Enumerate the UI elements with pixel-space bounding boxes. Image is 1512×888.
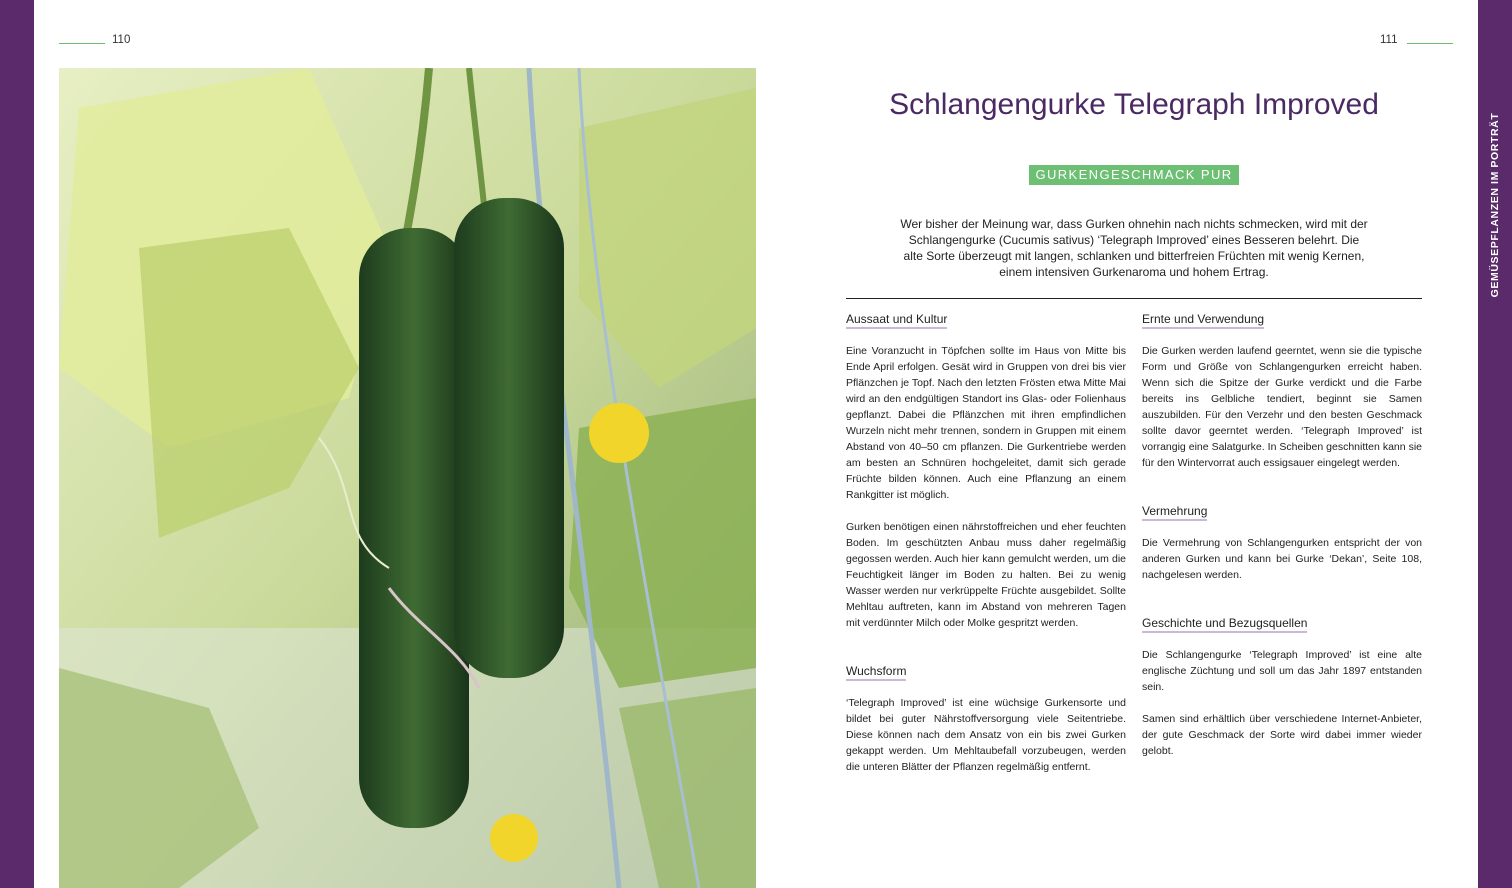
heading-aussaat-text: Aussaat und Kultur: [846, 312, 947, 329]
chapter-side-label: [1478, 80, 1512, 330]
heading-wuchsform: [846, 663, 1126, 679]
page-number-rule-right: [1407, 43, 1453, 44]
paragraph-geschichte-2: Samen sind erhältlich über verschiedene Internet-Anbieter, der gute Geschmack der Sorte wird dabei immer wieder gelobt.: [1142, 713, 1422, 757]
heading-vermehrung-text: Vermehrung: [1142, 504, 1207, 521]
paragraph-aussaat-1: Eine Voranzucht in Töpfchen sollte im Haus von Mitte bis Ende April erfolgen. Gesät wird in Gruppen von drei bis vier Pflänzchen je Topf. Nach den letzten Frösten etwa Mitte Mai wird an den endgültigen Standort ins Glas- oder Folienhaus gepflanzt. Dabei die Pflänzchen mit ihren empfindlichen Wurzeln nicht mehr trennen, sondern in Gruppen mit einem Abstand von 40–50 cm pflanzen. Die Gurkentriebe werden am besten an Schnüren hochgeleitet, damit sich gerade Früchte bilden können. Auch eine Pflanzung an einem Rankgitter ist möglich.: [846, 345, 1126, 501]
paragraph-vermehrung: Die Vermehrung von Schlangengurken entspricht der von anderen Gurken und kann bei Gurke ‘Dekan’, Seite 108, nachgelesen werden.: [1142, 537, 1422, 581]
paragraph-ernte: Die Gurken werden laufend geerntet, wenn sie die typische Form und Größe von Schlangengurken erreicht haben. Wenn sich die Spitze der Gurke verdickt und die Farbe bereits ins Gelbliche tendiert, beginnt sie Samen auszubilden. Für den Verzehr und den besten Geschmack sollte davor geerntet werden. ‘Telegraph Improved’ ist vorrangig eine Salatgurke. In Scheiben geschnitten kann sie für den Wintervorrat auch essigsauer eingelegt werden.: [1142, 345, 1422, 469]
heading-geschichte-text: Geschichte und Bezugsquellen: [1142, 616, 1307, 633]
page-number-left: 110: [112, 34, 131, 46]
intro-paragraph: Wer bisher der Meinung war, dass Gurken ohnehin nach nichts schmecken, wird mit der Schlangengurke (Cucumis sativus) ‘Telegraph Improved’ eines Besseren belehrt. Die alte Sorte überzeugt mit langen, schlanken und bitterfreien Früchten mit wenig Kernen, einem intensiven Gurkenaroma und hohem Ertrag.: [900, 217, 1368, 279]
heading-aussaat: [846, 311, 1126, 327]
paragraph-wuchsform: ‘Telegraph Improved’ ist eine wüchsige Gurkensorte und bildet bei guter Nährstoffversorgung viele Seitentriebe. Diese können nach dem Ansatz von ein bis zwei Gurken gekappt werden. Um Mehltaubefall vorzubeugen, werden die unteren Blätter der Pflanzen regelmäßig entfernt.: [846, 697, 1126, 773]
heading-ernte: [1142, 311, 1422, 327]
left-text-column: [846, 311, 1126, 775]
heading-geschichte: [1142, 615, 1422, 631]
cucumber-photo-illustration: [59, 68, 756, 888]
heading-vermehrung: [1142, 503, 1422, 519]
right-text-column: [1142, 311, 1422, 759]
left-edge-bar: [0, 0, 34, 888]
paragraph-aussaat-2: Gurken benötigen einen nährstoffreichen und eher feuchten Boden. Im geschützten Anbau muss daher regelmäßig gegossen werden. Auch hier kann gemulcht werden, um die Feuchtigkeit länger im Boden zu halten. Bei zu wenig Wasser werden nur verkrüppelte Früchte ausgebildet. Sollte Mehltau auftreten, kann im Abstand von mehreren Tagen mit verdünnter Milch oder Molke gespritzt werden.: [846, 521, 1126, 629]
page-number-rule-left: [59, 43, 105, 44]
cucumber-photo: [59, 68, 756, 888]
article-subtitle: GURKENGESCHMACK PUR: [1029, 165, 1238, 185]
heading-wuchsform-text: Wuchsform: [846, 664, 906, 681]
page-number-right: 111: [1380, 34, 1398, 46]
article-subtitle-wrap: [846, 165, 1422, 185]
chapter-side-label-text: GEMÜSEPFLANZEN IM PORTRÄT: [1489, 112, 1501, 298]
paragraph-geschichte-1: Die Schlangengurke ‘Telegraph Improved’ ist eine alte englische Züchtung und soll um das Jahr 1897 entstanden sein.: [1142, 649, 1422, 693]
heading-ernte-text: Ernte und Verwendung: [1142, 312, 1264, 329]
article-title: Schlangengurke Telegraph Improved: [889, 88, 1379, 121]
section-divider: [846, 298, 1422, 299]
